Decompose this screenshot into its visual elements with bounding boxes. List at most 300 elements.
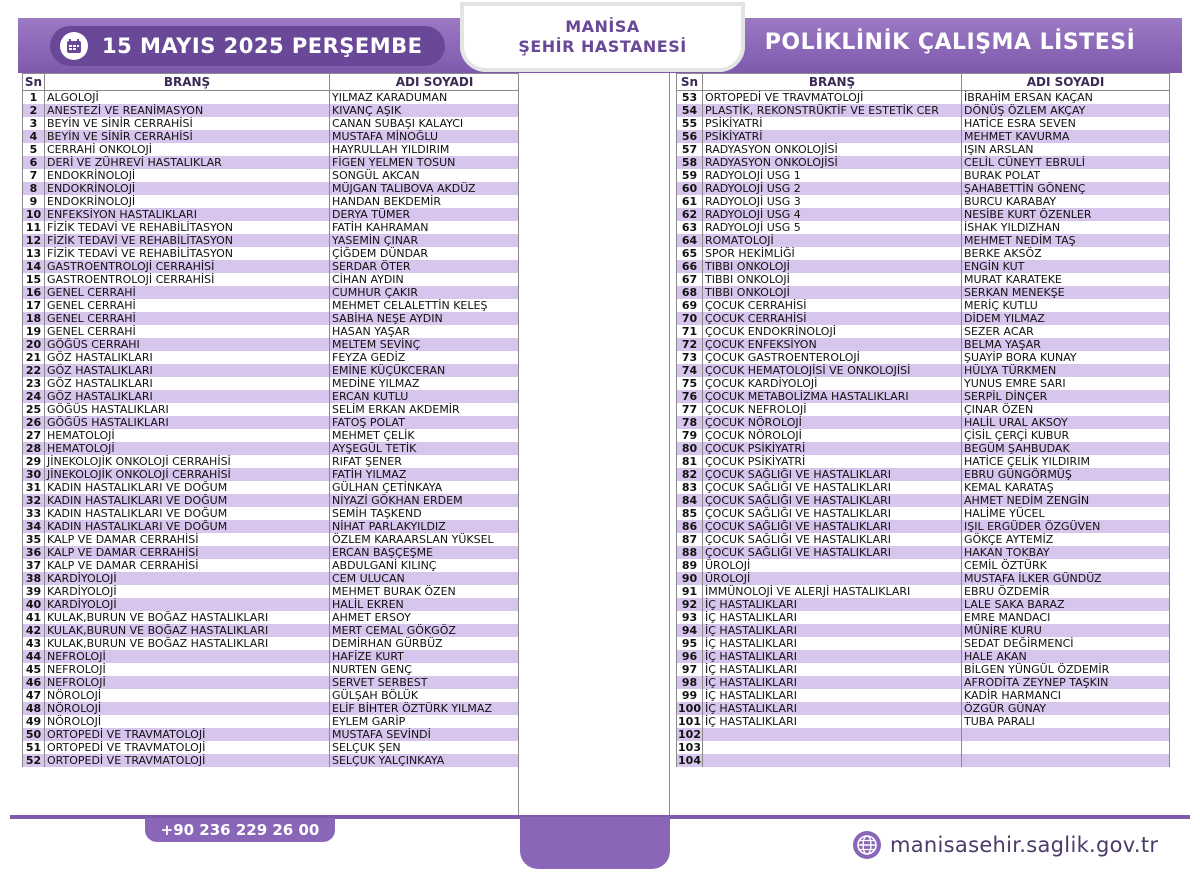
branch-cell: GÖZ HASTALIKLARI [45, 390, 330, 403]
doctor-name-cell: MEHMET CELALETTİN KELEŞ [330, 299, 540, 312]
branch-cell: GÖZ HASTALIKLARI [45, 364, 330, 377]
row-number: 96 [677, 650, 703, 663]
branch-cell: İÇ HASTALIKLARI [703, 598, 962, 611]
row-number: 77 [677, 403, 703, 416]
table-row [23, 104, 540, 117]
doctor-name-cell: HAKAN TOKBAY [962, 546, 1170, 559]
branch-cell: GASTROENTROLOJİ CERRAHİSİ [45, 260, 330, 273]
row-number: 33 [23, 507, 45, 520]
doctor-name-cell: SABİHA NEŞE AYDIN [330, 312, 540, 325]
row-number: 75 [677, 377, 703, 390]
branch-cell: İMMÜNOLOJİ VE ALERJİ HASTALIKLARI [703, 585, 962, 598]
table-row [23, 481, 540, 494]
row-number: 68 [677, 286, 703, 299]
branch-cell: ÇOCUK METABOLİZMA HASTALIKLARI [703, 390, 962, 403]
doctor-name-cell: SEZER ACAR [962, 325, 1170, 338]
branch-cell: KADIN HASTALIKLARI VE DOĞUM [45, 494, 330, 507]
branch-cell: KADIN HASTALIKLARI VE DOĞUM [45, 481, 330, 494]
doctor-name-cell: RIFAT ŞENER [330, 455, 540, 468]
row-number: 81 [677, 455, 703, 468]
table-row [677, 624, 1170, 637]
branch-cell: ÜROLOJİ [703, 572, 962, 585]
doctor-name-cell: SELÇUK ŞEN [330, 741, 540, 754]
table-row [23, 572, 540, 585]
branch-cell: ÇOCUK SAĞLIĞI VE HASTALIKLARI [703, 481, 962, 494]
doctor-name-cell: YASEMİN ÇINAR [330, 234, 540, 247]
branch-cell [703, 741, 962, 754]
table-row [23, 611, 540, 624]
doctor-name-cell: GÖKÇE AYTEMİZ [962, 533, 1170, 546]
table-row [677, 455, 1170, 468]
table-row [677, 507, 1170, 520]
row-number: 76 [677, 390, 703, 403]
table-row [677, 663, 1170, 676]
table-row [677, 650, 1170, 663]
row-number: 80 [677, 442, 703, 455]
doctor-name-cell: TUBA PARALI [962, 715, 1170, 728]
branch-cell: FİZİK TEDAVİ VE REHABİLİTASYON [45, 234, 330, 247]
row-number: 86 [677, 520, 703, 533]
doctor-name-cell: GÜLŞAH BÖLÜK [330, 689, 540, 702]
branch-cell: ÇOCUK SAĞLIĞI VE HASTALIKLARI [703, 468, 962, 481]
row-number: 56 [677, 130, 703, 143]
branch-cell: PSİKİYATRİ [703, 130, 962, 143]
doctor-name-cell: BİLGEN YÜNGÜL ÖZDEMİR [962, 663, 1170, 676]
table-row [677, 468, 1170, 481]
branch-cell: ÇOCUK PSİKİYATRİ [703, 442, 962, 455]
table-row [677, 637, 1170, 650]
branch-cell: GENEL CERRAHİ [45, 325, 330, 338]
table-row [23, 559, 540, 572]
branch-cell: GENEL CERRAHİ [45, 286, 330, 299]
table-row [677, 208, 1170, 221]
row-number: 57 [677, 143, 703, 156]
row-number: 18 [23, 312, 45, 325]
table-row [677, 156, 1170, 169]
doctor-name-cell: SEDAT DEĞİRMENCİ [962, 637, 1170, 650]
table-row [23, 637, 540, 650]
table-row [23, 663, 540, 676]
table-row [23, 702, 540, 715]
doctor-name-cell: ENGİN KUT [962, 260, 1170, 273]
doctor-name-cell: HALE AKAN [962, 650, 1170, 663]
table-row [23, 312, 540, 325]
doctor-name-cell: İSHAK YILDIZHAN [962, 221, 1170, 234]
table-row [677, 442, 1170, 455]
doctor-name-cell: EBRU GÜNGÖRMÜŞ [962, 468, 1170, 481]
row-number: 32 [23, 494, 45, 507]
hospital-name-card [460, 2, 745, 72]
branch-cell: GÖZ HASTALIKLARI [45, 351, 330, 364]
branch-cell: CERRAHİ ONKOLOJİ [45, 143, 330, 156]
table-row [23, 247, 540, 260]
branch-cell: RADYASYON ONKOLOJİSİ [703, 156, 962, 169]
doctor-name-cell: FATOŞ POLAT [330, 416, 540, 429]
doctor-name-cell: HASAN YAŞAR [330, 325, 540, 338]
table-row [23, 442, 540, 455]
table-row [677, 364, 1170, 377]
row-number: 6 [23, 156, 45, 169]
row-number: 61 [677, 195, 703, 208]
doctor-name-cell: NURTEN GENÇ [330, 663, 540, 676]
branch-cell: DERİ VE ZÜHREVİ HASTALIKLAR [45, 156, 330, 169]
branch-cell: ÇOCUK SAĞLIĞI VE HASTALIKLARI [703, 494, 962, 507]
doctor-name-cell: ŞAHABETTİN GÖNENÇ [962, 182, 1170, 195]
row-number: 45 [23, 663, 45, 676]
branch-cell: İÇ HASTALIKLARI [703, 663, 962, 676]
doctor-name-cell: SERDAR ÖTER [330, 260, 540, 273]
row-number: 22 [23, 364, 45, 377]
doctor-name-cell: HAFİZE KURT [330, 650, 540, 663]
doctor-name-cell: ÖZGÜR GÜNAY [962, 702, 1170, 715]
branch-cell: TIBBI ONKOLOJİ [703, 286, 962, 299]
table-row [23, 195, 540, 208]
table-row [677, 338, 1170, 351]
branch-cell: BEYİN VE SİNİR CERRAHİSİ [45, 130, 330, 143]
branch-cell: GASTROENTROLOJİ CERRAHİSİ [45, 273, 330, 286]
row-number: 19 [23, 325, 45, 338]
row-number: 7 [23, 169, 45, 182]
row-number: 65 [677, 247, 703, 260]
row-number: 15 [23, 273, 45, 286]
table-row [23, 494, 540, 507]
table-row [23, 182, 540, 195]
branch-cell: ENDOKRİNOLOJİ [45, 195, 330, 208]
doctor-name-cell: HATİCE ESRA SEVEN [962, 117, 1170, 130]
table-row [23, 728, 540, 741]
doctor-name-cell: İBRAHİM ERSAN KAÇAN [962, 91, 1170, 105]
branch-cell: ORTOPEDİ VE TRAVMATOLOJİ [45, 741, 330, 754]
doctor-name-cell: CUMHUR ÇAKIR [330, 286, 540, 299]
doctor-name-cell: MEHMET BURAK ÖZEN [330, 585, 540, 598]
row-number: 53 [677, 91, 703, 105]
column-header-branch: BRANŞ [45, 74, 330, 91]
row-number: 102 [678, 728, 701, 741]
row-number: 20 [23, 338, 45, 351]
row-number: 2 [23, 104, 45, 117]
table-row [23, 364, 540, 377]
doctor-name-cell: FİGEN YELMEN TOSUN [330, 156, 540, 169]
table-row [23, 754, 540, 767]
doctor-name-cell: EYLEM GARİP [330, 715, 540, 728]
branch-cell: ÇOCUK CERRAHİSİ [703, 299, 962, 312]
table-row [23, 689, 540, 702]
table-row [677, 104, 1170, 117]
branch-cell: NÖROLOJİ [45, 689, 330, 702]
row-number: 71 [677, 325, 703, 338]
doctor-name-cell: KIVANÇ AŞIK [330, 104, 540, 117]
table-row [23, 624, 540, 637]
branch-cell: PSİKİYATRİ [703, 117, 962, 130]
doctor-name-cell: GÜLHAN ÇETİNKAYA [330, 481, 540, 494]
table-row [23, 416, 540, 429]
table-row [23, 715, 540, 728]
row-number: 87 [677, 533, 703, 546]
left-roster-table [22, 73, 540, 767]
branch-cell: RADYASYON ONKOLOJİSİ [703, 143, 962, 156]
doctor-name-cell: CEM ULUCAN [330, 572, 540, 585]
table-row [677, 754, 1170, 767]
branch-cell: GÖĞÜS CERRAHI [45, 338, 330, 351]
branch-cell: HEMATOLOJİ [45, 442, 330, 455]
table-row [23, 338, 540, 351]
row-number: 43 [23, 637, 45, 650]
row-number: 94 [677, 624, 703, 637]
doctor-name-cell [962, 728, 1170, 741]
row-number: 25 [23, 403, 45, 416]
table-row [677, 234, 1170, 247]
row-number: 103 [678, 741, 701, 754]
branch-cell: JİNEKOLOJİK ONKOLOJİ CERRAHİSİ [45, 468, 330, 481]
doctor-name-cell: HÜLYA TÜRKMEN [962, 364, 1170, 377]
row-number: 63 [677, 221, 703, 234]
doctor-name-cell: KEMAL KARATAŞ [962, 481, 1170, 494]
doctor-name-cell: ÇİSİL ÇERÇİ KUBUR [962, 429, 1170, 442]
column-header-name: ADI SOYADI [962, 74, 1170, 91]
branch-cell: SPOR HEKİMLİĞİ [703, 247, 962, 260]
doctor-name-cell: SEMİH TAŞKEND [330, 507, 540, 520]
branch-cell: KALP VE DAMAR CERRAHİSİ [45, 546, 330, 559]
doctor-name-cell: MEHMET KAVURMA [962, 130, 1170, 143]
branch-cell: İÇ HASTALIKLARI [703, 650, 962, 663]
table-row [677, 715, 1170, 728]
table-row [677, 260, 1170, 273]
row-number: 17 [23, 299, 45, 312]
row-number: 1 [23, 91, 45, 105]
doctor-name-cell: MUSTAFA MİNOĞLU [330, 130, 540, 143]
row-number: 74 [677, 364, 703, 377]
doctor-name-cell: MEHMET NEDİM TAŞ [962, 234, 1170, 247]
doctor-name-cell: HATİCE ÇELİK YILDIRIM [962, 455, 1170, 468]
doctor-name-cell: YUNUS EMRE SARI [962, 377, 1170, 390]
phone-number: +90 236 229 26 00 [145, 818, 335, 842]
row-number: 54 [677, 104, 703, 117]
row-number: 35 [23, 533, 45, 546]
doctor-name-cell: MÜJGAN TALIBOVA AKDÜZ [330, 182, 540, 195]
row-number: 47 [23, 689, 45, 702]
table-row [677, 143, 1170, 156]
row-number: 89 [677, 559, 703, 572]
table-row [677, 169, 1170, 182]
row-number: 44 [23, 650, 45, 663]
table-row [23, 156, 540, 169]
branch-cell: ÇOCUK KARDİYOLOJİ [703, 377, 962, 390]
doctor-name-cell: CİHAN AYDIN [330, 273, 540, 286]
row-number: 13 [23, 247, 45, 260]
table-row [23, 208, 540, 221]
row-number: 30 [23, 468, 45, 481]
doctor-name-cell: IŞIN ARSLAN [962, 143, 1170, 156]
row-number: 67 [677, 273, 703, 286]
branch-cell: ÇOCUK PSİKİYATRİ [703, 455, 962, 468]
branch-cell: ÇOCUK NÖROLOJİ [703, 429, 962, 442]
row-number: 66 [677, 260, 703, 273]
branch-cell: GÖZ HASTALIKLARI [45, 377, 330, 390]
doctor-name-cell: HALİL EKREN [330, 598, 540, 611]
table-row [677, 559, 1170, 572]
table-row [677, 429, 1170, 442]
branch-cell: FİZİK TEDAVİ VE REHABİLİTASYON [45, 247, 330, 260]
row-number: 24 [23, 390, 45, 403]
branch-cell: NEFROLOJİ [45, 650, 330, 663]
doctor-name-cell: BELMA YAŞAR [962, 338, 1170, 351]
row-number: 83 [677, 481, 703, 494]
branch-cell: RADYOLOJİ USG 5 [703, 221, 962, 234]
branch-cell: ÇOCUK SAĞLIĞI VE HASTALIKLARI [703, 546, 962, 559]
row-number: 98 [677, 676, 703, 689]
row-number: 99 [677, 689, 703, 702]
branch-cell: KULAK,BURUN VE BOĞAZ HASTALIKLARI [45, 637, 330, 650]
row-number: 37 [23, 559, 45, 572]
doctor-name-cell: MUSTAFA SEVİNDİ [330, 728, 540, 741]
branch-cell: İÇ HASTALIKLARI [703, 689, 962, 702]
row-number: 85 [677, 507, 703, 520]
doctor-name-cell: KADİR HARMANCI [962, 689, 1170, 702]
row-number: 100 [678, 702, 701, 715]
center-gap [518, 73, 670, 817]
branch-cell: NEFROLOJİ [45, 663, 330, 676]
branch-cell: KULAK,BURUN VE BOĞAZ HASTALIKLARI [45, 611, 330, 624]
list-title: POLİKLİNİK ÇALIŞMA LİSTESİ [764, 30, 1136, 55]
doctor-name-cell: LALE SAKA BARAZ [962, 598, 1170, 611]
table-row [677, 676, 1170, 689]
branch-cell: KADIN HASTALIKLARI VE DOĞUM [45, 507, 330, 520]
row-number: 88 [677, 546, 703, 559]
branch-cell: ÜROLOJİ [703, 559, 962, 572]
table-row [23, 429, 540, 442]
table-row [677, 195, 1170, 208]
table-row [677, 403, 1170, 416]
branch-cell: KALP VE DAMAR CERRAHİSİ [45, 559, 330, 572]
branch-cell: ÇOCUK SAĞLIĞI VE HASTALIKLARI [703, 507, 962, 520]
table-row [23, 585, 540, 598]
doctor-name-cell: ABDULGANİ KILINÇ [330, 559, 540, 572]
branch-cell: GÖĞÜS HASTALIKLARI [45, 416, 330, 429]
table-row [23, 273, 540, 286]
table-row [677, 533, 1170, 546]
table-row [23, 130, 540, 143]
date-text: 15 MAYIS 2025 PERŞEMBE [102, 34, 423, 58]
doctor-name-cell: MÜNİRE KURU [962, 624, 1170, 637]
branch-cell: İÇ HASTALIKLARI [703, 702, 962, 715]
column-header-name: ADI SOYADI [330, 74, 540, 91]
row-number: 40 [23, 598, 45, 611]
table-row [23, 169, 540, 182]
doctor-name-cell: CEMİL ÖZTÜRK [962, 559, 1170, 572]
branch-cell: KARDİYOLOJİ [45, 572, 330, 585]
table-row [23, 299, 540, 312]
doctor-name-cell: AHMET ERSOY [330, 611, 540, 624]
column-header-branch: BRANŞ [703, 74, 962, 91]
doctor-name-cell: ÇİĞDEM DÜNDAR [330, 247, 540, 260]
table-row [677, 221, 1170, 234]
row-number: 42 [23, 624, 45, 637]
row-number: 28 [23, 442, 45, 455]
table-row [23, 546, 540, 559]
branch-cell: FİZİK TEDAVİ VE REHABİLİTASYON [45, 221, 330, 234]
doctor-name-cell: MERİÇ KUTLU [962, 299, 1170, 312]
row-number: 38 [23, 572, 45, 585]
table-row [23, 520, 540, 533]
table-row [23, 234, 540, 247]
table-row [677, 546, 1170, 559]
row-number: 21 [23, 351, 45, 364]
row-number: 59 [677, 169, 703, 182]
doctor-name-cell: BEGÜM ŞAHBUDAK [962, 442, 1170, 455]
doctor-name-cell: AYŞEGÜL TETİK [330, 442, 540, 455]
branch-cell: ALGOLOJİ [45, 91, 330, 105]
branch-cell: İÇ HASTALIKLARI [703, 624, 962, 637]
table-row [677, 611, 1170, 624]
row-number: 10 [23, 208, 45, 221]
branch-cell: ÇOCUK CERRAHİSİ [703, 312, 962, 325]
doctor-name-cell: ERCAN BAŞÇEŞME [330, 546, 540, 559]
branch-cell: NÖROLOJİ [45, 702, 330, 715]
doctor-name-cell: HALİL URAL AKSOY [962, 416, 1170, 429]
table-row [677, 702, 1170, 715]
row-number: 27 [23, 429, 45, 442]
branch-cell: İÇ HASTALIKLARI [703, 611, 962, 624]
doctor-name-cell: MEHMET ÇELİK [330, 429, 540, 442]
table-row [677, 741, 1170, 754]
branch-cell: ÇOCUK NÖROLOJİ [703, 416, 962, 429]
row-number: 31 [23, 481, 45, 494]
branch-cell: ÇOCUK ENFEKSİYON [703, 338, 962, 351]
doctor-name-cell: SONGÜL AKCAN [330, 169, 540, 182]
branch-cell: HEMATOLOJİ [45, 429, 330, 442]
branch-cell: NÖROLOJİ [45, 715, 330, 728]
table-row [677, 585, 1170, 598]
doctor-name-cell: CANAN SUBAŞI KALAYCI [330, 117, 540, 130]
table-row [23, 325, 540, 338]
branch-cell: RADYOLOJİ USG 2 [703, 182, 962, 195]
table-row [23, 390, 540, 403]
doctor-name-cell: NİYAZİ GÖKHAN ERDEM [330, 494, 540, 507]
branch-cell: ÇOCUK SAĞLIĞI VE HASTALIKLARI [703, 533, 962, 546]
doctor-name-cell: CELİL CÜNEYT EBRULİ [962, 156, 1170, 169]
doctor-name-cell: DİDEM YILMAZ [962, 312, 1170, 325]
row-number: 29 [23, 455, 45, 468]
table-row [23, 468, 540, 481]
table-row [677, 598, 1170, 611]
doctor-name-cell: BURAK POLAT [962, 169, 1170, 182]
table-row [23, 260, 540, 273]
table-row [677, 299, 1170, 312]
doctor-name-cell: MURAT KARATEKE [962, 273, 1170, 286]
branch-cell: KARDİYOLOJİ [45, 598, 330, 611]
row-number: 48 [23, 702, 45, 715]
row-number: 23 [23, 377, 45, 390]
footer-tab [520, 817, 670, 869]
doctor-name-cell: SELİM ERKAN AKDEMİR [330, 403, 540, 416]
row-number: 51 [23, 741, 45, 754]
doctor-name-cell: FATİH YILMAZ [330, 468, 540, 481]
doctor-name-cell: BERKE AKSÖZ [962, 247, 1170, 260]
doctor-name-cell: SELÇUK YALÇINKAYA [330, 754, 540, 767]
branch-cell: BEYİN VE SİNİR CERRAHİSİ [45, 117, 330, 130]
doctor-name-cell: HAYRULLAH YILDIRIM [330, 143, 540, 156]
branch-cell: ORTOPEDİ VE TRAVMATOLOJİ [45, 754, 330, 767]
globe-icon [852, 830, 882, 860]
doctor-name-cell: EMRE MANDACI [962, 611, 1170, 624]
branch-cell: GENEL CERRAHİ [45, 312, 330, 325]
column-header-sn: Sn [677, 74, 703, 91]
row-number: 69 [677, 299, 703, 312]
website-link[interactable] [852, 828, 1158, 862]
row-number: 49 [23, 715, 45, 728]
branch-cell: ORTOPEDİ VE TRAVMATOLOJİ [45, 728, 330, 741]
row-number: 9 [23, 195, 45, 208]
